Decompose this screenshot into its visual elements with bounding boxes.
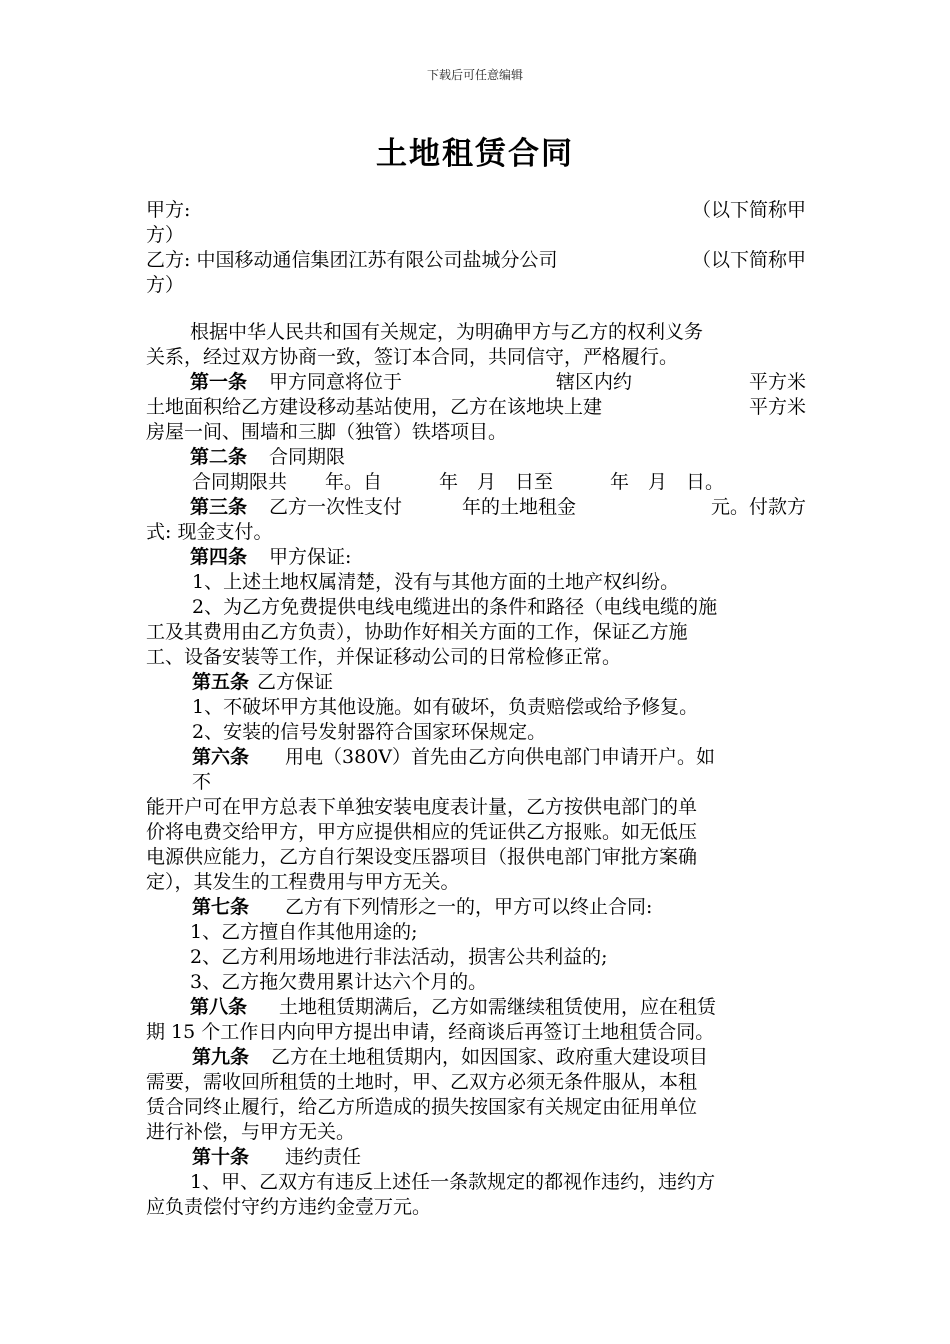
art5-item-2: 2、安装的信号发射器符合国家环保规定。 (192, 721, 547, 743)
art4-label: 第四条 (190, 546, 248, 568)
art6-line-1b: 不 (192, 771, 212, 793)
art1-text-2b: 平方米 (748, 396, 806, 418)
art4-item-2a: 2、为乙方免费提供电线电缆进出的条件和路径（电线电缆的施 (192, 596, 718, 618)
art3-label: 第三条 (190, 496, 248, 518)
art4-item-1: 1、上述土地权属清楚，没有与其他方面的土地产权纠纷。 (192, 571, 680, 593)
art9-line-2: 需要，需收回所租赁的土地时，甲、乙双方必须无条件服从，本租 (146, 1071, 698, 1093)
art10-item-1b: 应负责偿付守约方违约金壹万元。 (146, 1196, 432, 1218)
party-a-label: 甲方: (146, 199, 191, 221)
art6-label: 第六条 (192, 746, 250, 768)
art3-line-1 (146, 495, 806, 520)
art10-line-1 (146, 1145, 806, 1170)
art7-line-1 (146, 895, 806, 920)
art8-line-2: 期 15 个工作日内向甲方提出申请，经商谈后再签订土地租赁合同。 (146, 1021, 715, 1043)
party-b-cont: 方） (146, 274, 185, 296)
party-b-label: 乙方: 中国移动通信集团江苏有限公司盐城分公司 (146, 249, 558, 271)
intro-line-2: 关系，经过双方协商一致，签订本合同，共同信守，严格履行。 (146, 346, 679, 368)
art8-line-1 (146, 995, 806, 1020)
art1-line-2 (146, 395, 806, 420)
art7-item-1: 1、乙方擅自作其他用途的; (190, 921, 418, 943)
art7-label: 第七条 (192, 896, 250, 918)
art4-item-2b: 工及其费用由乙方负责），协助作好相关方面的工作，保证乙方施 (146, 621, 688, 643)
art6-line-4: 电源供应能力，乙方自行架设变压器项目（报供电部门审批方案确 (146, 846, 698, 868)
art6-text: 用电（380V）首先由乙方向供电部门申请开户。如 (285, 746, 716, 768)
intro-line-1: 根据中华人民共和国有关规定，为明确甲方与乙方的权利义务 (190, 321, 704, 343)
art9-text: 乙方在土地租赁期内，如因国家、政府重大建设项目 (271, 1046, 709, 1068)
art1-line-1 (146, 370, 806, 395)
art3-text-c: 元。付款方 (710, 496, 806, 518)
art6-line-5: 定），其发生的工程费用与甲方无关。 (146, 871, 460, 893)
art9-label: 第九条 (192, 1046, 250, 1068)
art2-label: 第二条 (190, 446, 248, 468)
art7-text: 乙方有下列情形之一的，甲方可以终止合同: (285, 896, 653, 918)
art4-item-2c: 工、设备安装等工作，并保证移动公司的日常检修正常。 (146, 646, 622, 668)
document-title: 土地租赁合同 (376, 136, 574, 172)
art1-text-2a: 土地面积给乙方建设移动基站使用，乙方在该地块上建 (146, 396, 603, 418)
art7-item-3: 3、乙方拖欠费用累计达六个月的。 (190, 971, 488, 993)
art8-label: 第八条 (190, 996, 248, 1018)
art6-line-1 (146, 745, 806, 770)
art3-line-2: 式: 现金支付。 (146, 521, 273, 543)
party-a-suffix: （以下简称甲 (691, 199, 806, 221)
art5-line-1 (146, 670, 806, 695)
art2-line-2: 合同期限共 年。自 年 月 日至 年 月 日。 (192, 471, 725, 493)
art9-line-1 (146, 1045, 806, 1070)
art1-label: 第一条 (190, 371, 248, 393)
party-b-suffix: （以下简称甲 (691, 249, 806, 271)
party-b-line (146, 248, 806, 273)
art3-text-a: 乙方一次性支付 (269, 496, 403, 518)
party-a-cont: 方） (146, 224, 185, 246)
art2-line-1 (146, 445, 806, 470)
art2-text: 合同期限 (269, 446, 346, 468)
art10-item-1: 1、甲、乙双方有违反上述任一条款规定的都视作违约，违约方 (190, 1171, 716, 1193)
art10-label: 第十条 (192, 1146, 250, 1168)
header-note: 下载后可任意编辑 (426, 68, 523, 82)
art8-text: 土地租赁期满后，乙方如需继续租赁使用，应在租赁 (279, 996, 717, 1018)
art6-line-3: 价将电费交给甲方，甲方应提供相应的凭证供乙方报账。如无低压 (146, 821, 698, 843)
art5-label: 第五条 (192, 671, 250, 693)
art10-text: 违约责任 (285, 1146, 362, 1168)
art5-text: 乙方保证 (257, 671, 334, 693)
party-a-line (146, 198, 806, 223)
art1-line-3: 房屋一间、围墙和三脚（独管）铁塔项目。 (146, 421, 508, 443)
art4-line-1 (146, 545, 806, 570)
art3-text-b: 年的土地租金 (462, 496, 577, 518)
art7-item-2: 2、乙方利用场地进行非法活动，损害公共利益的; (190, 946, 608, 968)
art9-line-4: 进行补偿，与甲方无关。 (146, 1121, 356, 1143)
art1-text-b: 辖区内约 (556, 371, 633, 393)
art4-text: 甲方保证: (269, 546, 352, 568)
art6-line-2: 能开户可在甲方总表下单独安装电度表计量，乙方按供电部门的单 (146, 796, 698, 818)
art9-line-3: 赁合同终止履行，给乙方所造成的损失按国家有关规定由征用单位 (146, 1096, 698, 1118)
art5-item-1: 1、不破坏甲方其他设施。如有破坏，负责赔偿或给予修复。 (192, 696, 699, 718)
art1-text-a: 甲方同意将位于 (269, 371, 403, 393)
contract-body (146, 198, 806, 1220)
art1-text-c: 平方米 (748, 371, 806, 393)
